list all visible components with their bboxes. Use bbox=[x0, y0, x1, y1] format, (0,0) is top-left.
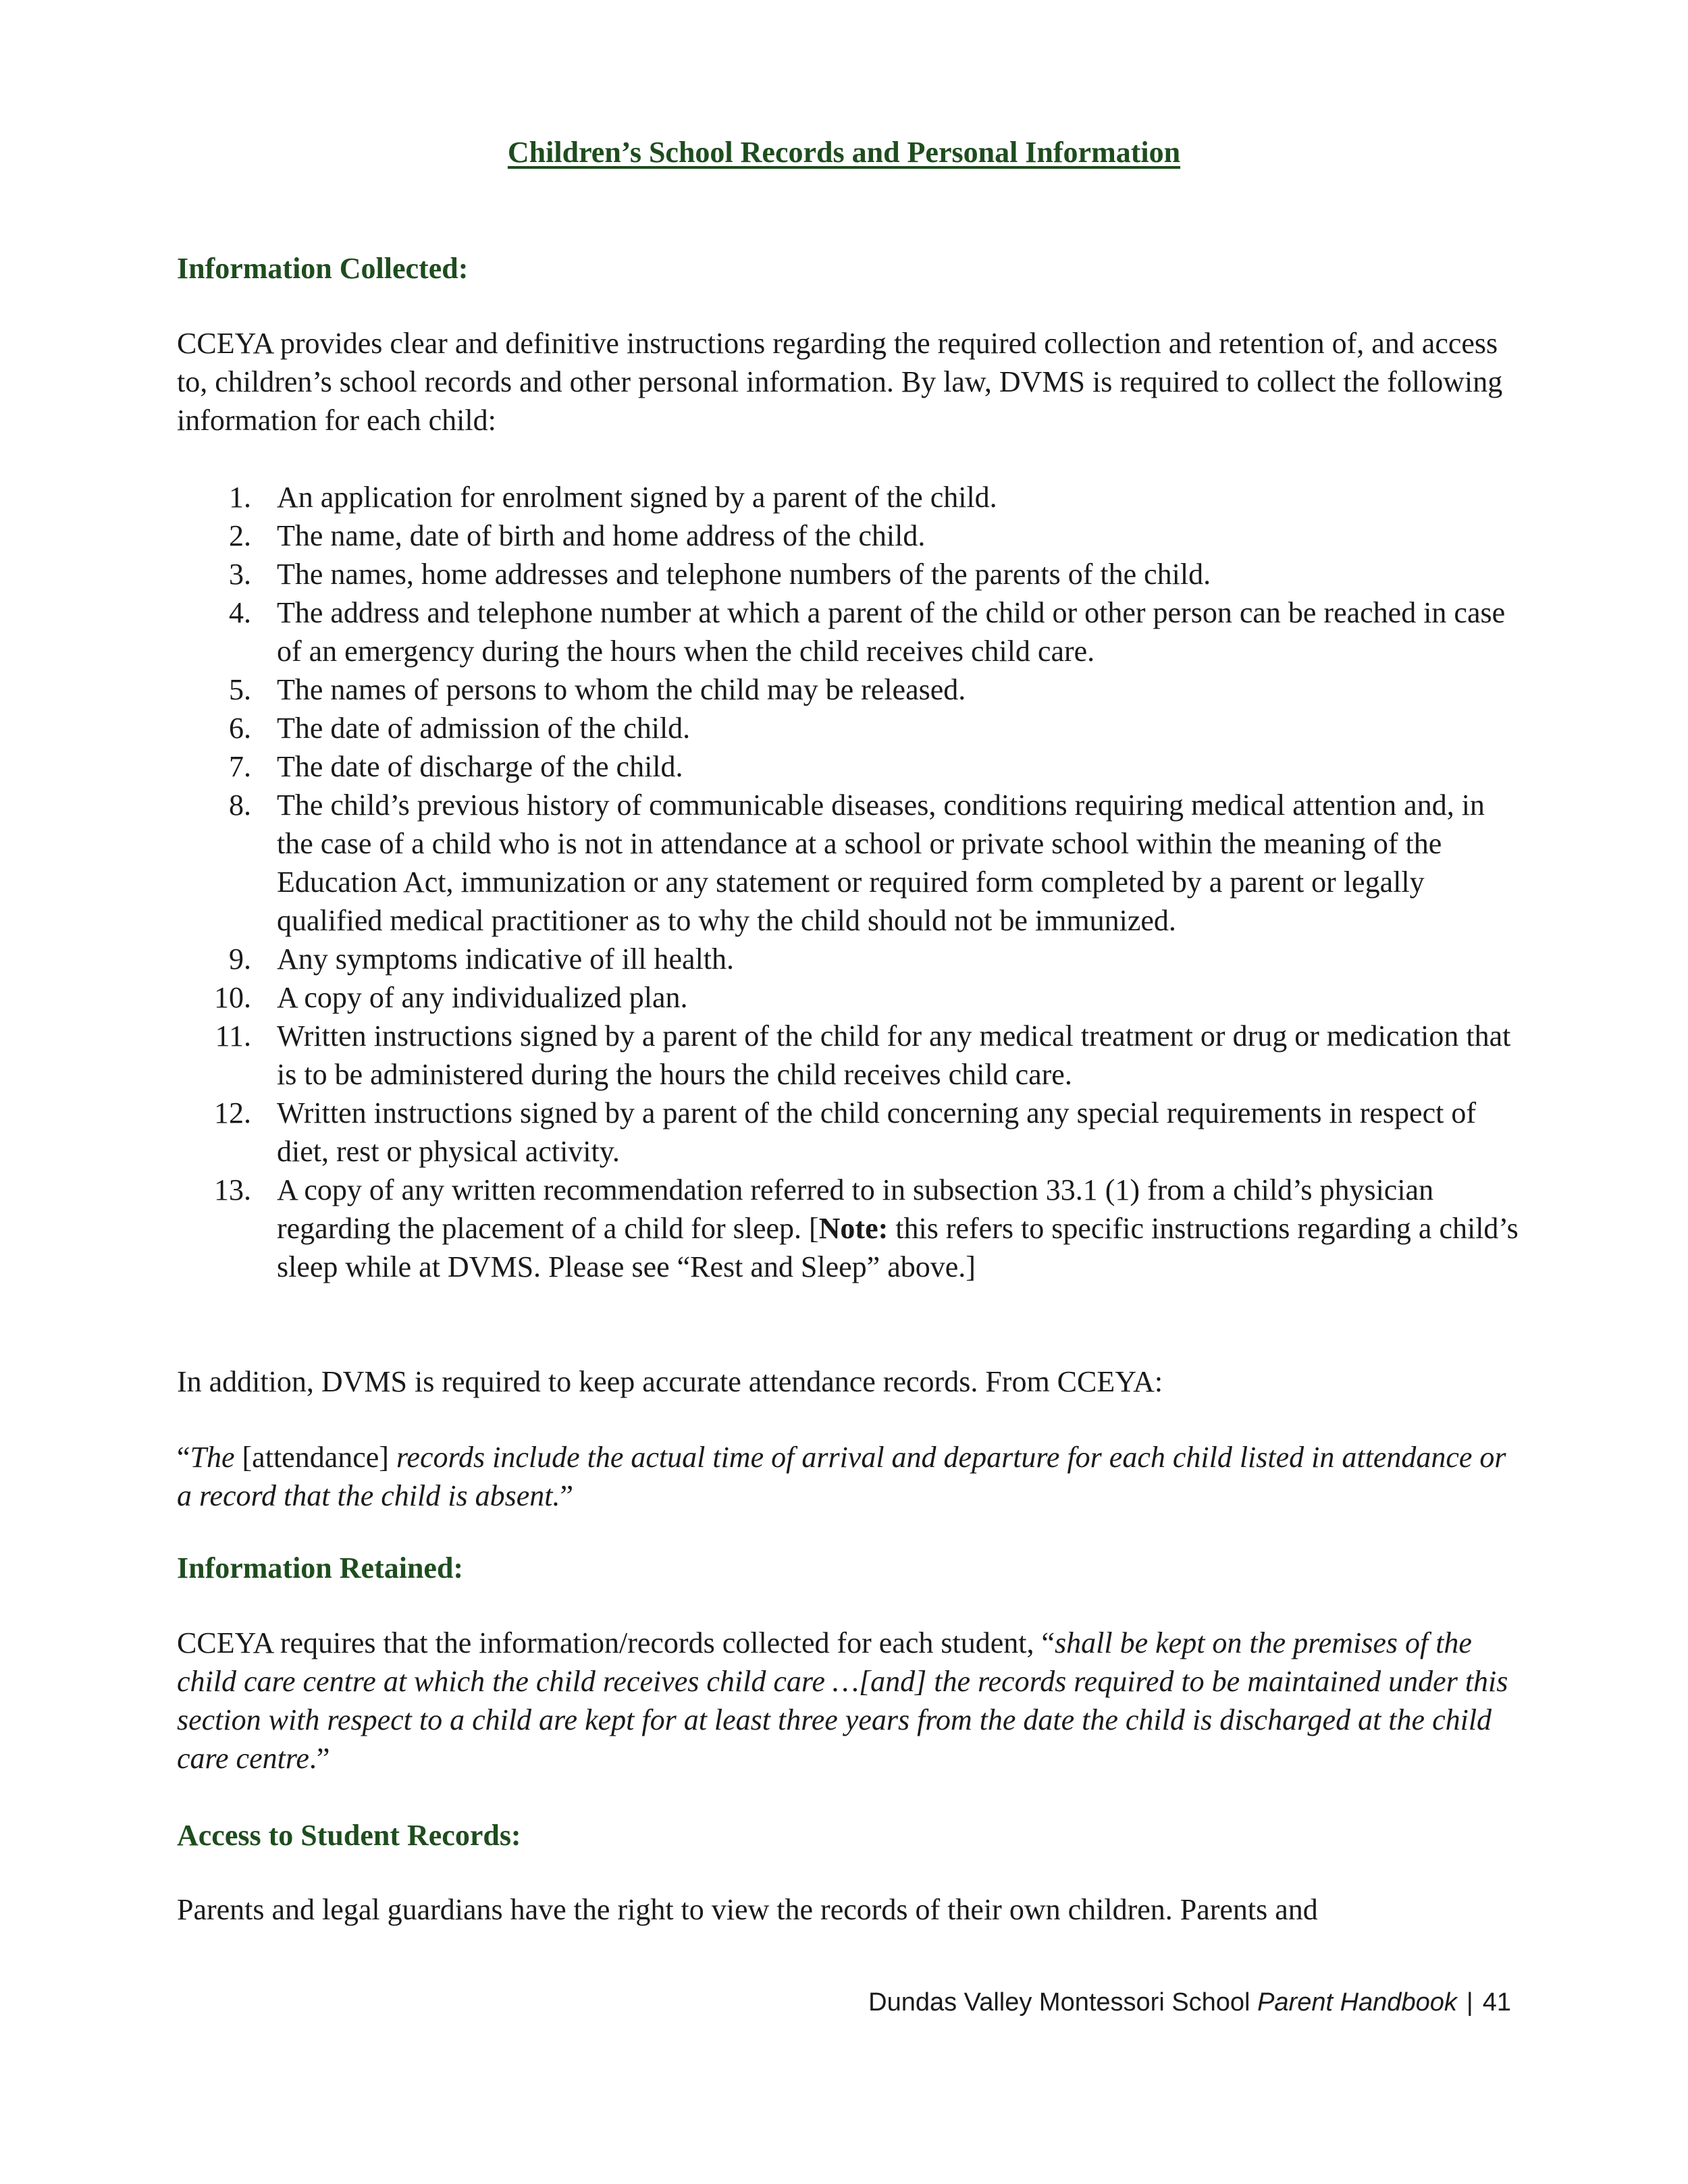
quote-plain: [attendance] bbox=[234, 1441, 396, 1474]
list-item-text: A copy of any written recommendation referred to in subsection 33.1 (1) from a child’s physician regarding the placement of a child for sleep. [ bbox=[277, 1173, 1434, 1245]
list-item-number: 1. bbox=[229, 481, 251, 514]
quote-open: “ bbox=[177, 1441, 190, 1474]
list-item bbox=[177, 709, 1521, 747]
list-item-number: 9. bbox=[229, 942, 251, 976]
required-information-list bbox=[177, 478, 1521, 1286]
footer-document-name: Parent Handbook bbox=[1257, 1988, 1457, 2017]
list-item-text: The names of persons to whom the child may be released. bbox=[277, 673, 966, 706]
list-item-number: 4. bbox=[229, 596, 251, 629]
list-item-number: 3. bbox=[229, 558, 251, 591]
footer-separator: | bbox=[1466, 1988, 1473, 2017]
list-item-text: Written instructions signed by a parent of the child for any medical treatment or drug or medication that is to be administered during the hours the child receives child care. bbox=[277, 1019, 1511, 1091]
list-item-text: The child’s previous history of communicable diseases, conditions requiring medical attention and, in the case of a child who is not in attendance at a school or private school within the meaning of the Education Act, immunization or any statement or required form completed by a parent or legally qualified medical practitioner as to why the child should not be immunized. bbox=[277, 789, 1485, 937]
list-item-number: 5. bbox=[229, 673, 251, 706]
page-title: Children’s School Records and Personal Information bbox=[507, 136, 1181, 169]
list-item-number: 10. bbox=[214, 981, 251, 1014]
list-item bbox=[177, 516, 1521, 555]
list-item bbox=[177, 747, 1521, 786]
list-item-text: The date of discharge of the child. bbox=[277, 750, 683, 783]
list-item-number: 8. bbox=[229, 789, 251, 822]
list-item-number: 11. bbox=[215, 1019, 251, 1053]
list-item-number: 7. bbox=[229, 750, 251, 783]
quote-italic-body: records include the actual time of arrival and departure for each child listed in attendance or a record that the child is absent. bbox=[177, 1441, 1506, 1512]
quote-close: ” bbox=[560, 1479, 573, 1512]
list-item-text: Any symptoms indicative of ill health. bbox=[277, 942, 735, 976]
list-item bbox=[177, 593, 1521, 670]
list-item bbox=[177, 1017, 1521, 1094]
list-item-text: Written instructions signed by a parent of the child concerning any special requirements in respect of diet, rest or physical activity. bbox=[277, 1096, 1476, 1168]
list-item-number: 6. bbox=[229, 712, 251, 745]
collected-intro-paragraph: CCEYA provides clear and definitive instructions regarding the required collection and retention of, and access to, children’s school records and other personal information. By law, DVMS is required to collect the following information for each child: bbox=[177, 327, 1503, 437]
list-item bbox=[177, 940, 1521, 978]
attendance-quote bbox=[177, 1438, 1521, 1515]
list-item bbox=[177, 478, 1521, 516]
quote-italic-start: The bbox=[190, 1441, 235, 1474]
heading-access-to-student-records: Access to Student Records: bbox=[177, 1819, 521, 1852]
list-item-text: The names, home addresses and telephone numbers of the parents of the child. bbox=[277, 558, 1211, 591]
retained-paragraph bbox=[177, 1624, 1521, 1778]
list-item-number: 13. bbox=[214, 1173, 251, 1206]
attendance-paragraph: In addition, DVMS is required to keep accurate attendance records. From CCEYA: bbox=[177, 1365, 1163, 1398]
heading-information-collected: Information Collected: bbox=[177, 252, 469, 285]
page-number: 41 bbox=[1482, 1988, 1511, 2017]
list-item bbox=[177, 670, 1521, 709]
retained-text-start: CCEYA requires that the information/records collected for each student, “ bbox=[177, 1626, 1055, 1659]
note-label: Note: bbox=[818, 1212, 889, 1245]
list-item-text: The date of admission of the child. bbox=[277, 712, 691, 745]
heading-information-retained: Information Retained: bbox=[177, 1551, 464, 1584]
list-item bbox=[177, 555, 1521, 593]
retained-text-end: .” bbox=[309, 1742, 330, 1775]
list-item-text: An application for enrolment signed by a parent of the child. bbox=[277, 481, 997, 514]
list-item bbox=[177, 786, 1521, 940]
list-item-text: A copy of any individualized plan. bbox=[277, 981, 688, 1014]
list-item-text: The address and telephone number at which a parent of the child or other person can be reached in case of an emergency during the hours when the child receives child care. bbox=[277, 596, 1506, 668]
list-item-text: The name, date of birth and home address of the child. bbox=[277, 519, 926, 552]
list-item-number: 2. bbox=[229, 519, 251, 552]
list-item bbox=[177, 1171, 1521, 1286]
retained-quote-italic: shall be kept on the premises of the child care centre at which the child receives child care …[and] the records required to be maintained under this section with respect to a child are kept for at least three years from the date the child is discharged at the child care centre bbox=[177, 1626, 1508, 1775]
list-item-number: 12. bbox=[214, 1096, 251, 1129]
list-item-text-continued: this refers to specific instructions regarding a child’s sleep while at DVMS. Please see “Rest and Sleep” above.] bbox=[277, 1212, 1519, 1283]
list-item bbox=[177, 1094, 1521, 1171]
page-footer bbox=[868, 1988, 1511, 2017]
list-item bbox=[177, 978, 1521, 1017]
footer-school-name: Dundas Valley Montessori School bbox=[868, 1988, 1250, 2017]
access-paragraph: Parents and legal guardians have the right to view the records of their own children. Parents and bbox=[177, 1893, 1318, 1926]
